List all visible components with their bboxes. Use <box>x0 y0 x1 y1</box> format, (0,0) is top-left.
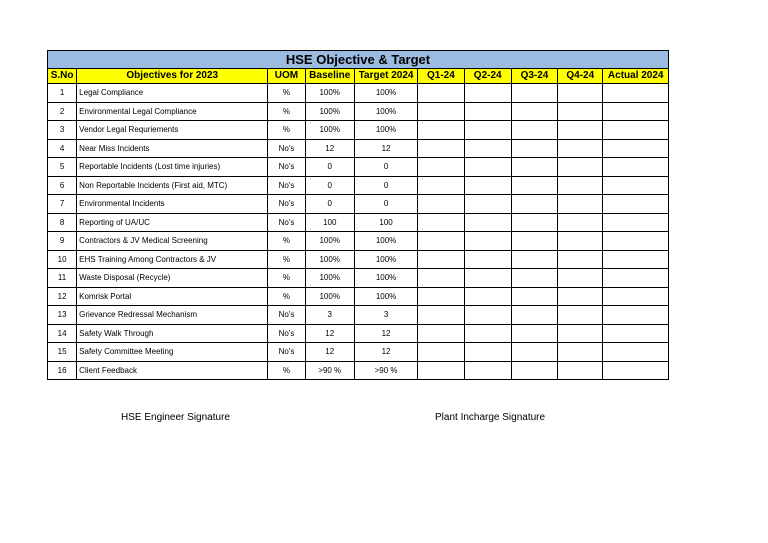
cell-q1 <box>418 324 464 343</box>
cell-objective: Komrisk Portal <box>77 287 268 306</box>
cell-actual <box>603 250 669 269</box>
cell-sno: 11 <box>48 269 77 288</box>
header-uom: UOM <box>268 69 305 84</box>
header-actual: Actual 2024 <box>603 69 669 84</box>
cell-q1 <box>418 343 464 362</box>
cell-baseline: 100 <box>305 213 354 232</box>
cell-uom: % <box>268 361 305 380</box>
cell-objective: Contractors & JV Medical Screening <box>77 232 268 251</box>
cell-target: 100% <box>354 84 417 103</box>
cell-uom: No's <box>268 176 305 195</box>
table-row <box>48 121 669 140</box>
table-row <box>48 287 669 306</box>
cell-objective: Reportable Incidents (Lost time injuries) <box>77 158 268 177</box>
cell-actual <box>603 84 669 103</box>
table-row <box>48 158 669 177</box>
cell-baseline: 3 <box>305 306 354 325</box>
cell-actual <box>603 102 669 121</box>
cell-objective: Client Feedback <box>77 361 268 380</box>
cell-baseline: 12 <box>305 343 354 362</box>
cell-q1 <box>418 176 464 195</box>
table-row <box>48 176 669 195</box>
cell-q2 <box>464 176 511 195</box>
cell-q1 <box>418 84 464 103</box>
cell-objective: Environmental Legal Compliance <box>77 102 268 121</box>
header-baseline: Baseline <box>305 69 354 84</box>
cell-sno: 4 <box>48 139 77 158</box>
cell-q4 <box>558 269 603 288</box>
cell-q3 <box>511 361 557 380</box>
cell-q3 <box>511 324 557 343</box>
cell-q2 <box>464 306 511 325</box>
cell-target: 3 <box>354 306 417 325</box>
cell-objective: Reporting of UA/UC <box>77 213 268 232</box>
cell-baseline: 0 <box>305 195 354 214</box>
cell-q2 <box>464 324 511 343</box>
cell-q4 <box>558 250 603 269</box>
cell-q3 <box>511 250 557 269</box>
cell-baseline: 100% <box>305 250 354 269</box>
cell-uom: No's <box>268 139 305 158</box>
cell-q2 <box>464 121 511 140</box>
cell-sno: 7 <box>48 195 77 214</box>
cell-actual <box>603 269 669 288</box>
table-title: HSE Objective & Target <box>48 51 669 69</box>
cell-q4 <box>558 139 603 158</box>
cell-q2 <box>464 232 511 251</box>
cell-q4 <box>558 102 603 121</box>
cell-q2 <box>464 102 511 121</box>
cell-q4 <box>558 343 603 362</box>
cell-q2 <box>464 269 511 288</box>
cell-actual <box>603 306 669 325</box>
header-objectives: Objectives for 2023 <box>77 69 268 84</box>
cell-uom: % <box>268 269 305 288</box>
cell-uom: No's <box>268 195 305 214</box>
cell-uom: No's <box>268 343 305 362</box>
cell-actual <box>603 139 669 158</box>
cell-q2 <box>464 213 511 232</box>
cell-sno: 6 <box>48 176 77 195</box>
cell-uom: % <box>268 102 305 121</box>
cell-objective: Legal Compliance <box>77 84 268 103</box>
header-q3: Q3-24 <box>511 69 557 84</box>
cell-sno: 3 <box>48 121 77 140</box>
cell-target: 100 <box>354 213 417 232</box>
cell-uom: % <box>268 287 305 306</box>
cell-sno: 2 <box>48 102 77 121</box>
cell-baseline: 100% <box>305 102 354 121</box>
cell-q2 <box>464 195 511 214</box>
cell-uom: No's <box>268 158 305 177</box>
cell-q1 <box>418 269 464 288</box>
cell-baseline: 100% <box>305 269 354 288</box>
cell-actual <box>603 232 669 251</box>
cell-q3 <box>511 343 557 362</box>
cell-objective: Safety Walk Through <box>77 324 268 343</box>
cell-q4 <box>558 324 603 343</box>
cell-q4 <box>558 121 603 140</box>
cell-sno: 12 <box>48 287 77 306</box>
cell-baseline: 100% <box>305 232 354 251</box>
cell-q3 <box>511 287 557 306</box>
cell-objective: Vendor Legal Requriements <box>77 121 268 140</box>
cell-q2 <box>464 158 511 177</box>
cell-sno: 8 <box>48 213 77 232</box>
cell-baseline: 0 <box>305 176 354 195</box>
cell-target: 100% <box>354 250 417 269</box>
table-row <box>48 139 669 158</box>
cell-q3 <box>511 84 557 103</box>
cell-q2 <box>464 361 511 380</box>
cell-target: 0 <box>354 195 417 214</box>
cell-target: 0 <box>354 158 417 177</box>
cell-uom: No's <box>268 324 305 343</box>
cell-baseline: 12 <box>305 324 354 343</box>
cell-target: 100% <box>354 269 417 288</box>
cell-q2 <box>464 84 511 103</box>
cell-baseline: 12 <box>305 139 354 158</box>
cell-sno: 5 <box>48 158 77 177</box>
cell-q4 <box>558 306 603 325</box>
cell-uom: No's <box>268 306 305 325</box>
cell-q4 <box>558 232 603 251</box>
cell-q1 <box>418 361 464 380</box>
cell-q4 <box>558 213 603 232</box>
cell-q3 <box>511 213 557 232</box>
cell-q3 <box>511 269 557 288</box>
cell-objective: EHS Training Among Contractors & JV <box>77 250 268 269</box>
cell-q4 <box>558 84 603 103</box>
header-q1: Q1-24 <box>418 69 464 84</box>
table-row <box>48 306 669 325</box>
cell-objective: Near Miss Incidents <box>77 139 268 158</box>
cell-sno: 15 <box>48 343 77 362</box>
cell-q3 <box>511 232 557 251</box>
cell-q2 <box>464 139 511 158</box>
cell-q2 <box>464 250 511 269</box>
cell-q1 <box>418 158 464 177</box>
cell-q1 <box>418 287 464 306</box>
cell-sno: 1 <box>48 84 77 103</box>
header-target: Target 2024 <box>354 69 417 84</box>
table-row <box>48 232 669 251</box>
table-row <box>48 195 669 214</box>
cell-target: >90 % <box>354 361 417 380</box>
cell-objective: Environmental Incidents <box>77 195 268 214</box>
header-sno: S.No <box>48 69 77 84</box>
cell-actual <box>603 213 669 232</box>
cell-baseline: 0 <box>305 158 354 177</box>
cell-target: 100% <box>354 232 417 251</box>
table-row <box>48 324 669 343</box>
hse-engineer-signature-label: HSE Engineer Signature <box>121 412 230 423</box>
cell-q3 <box>511 121 557 140</box>
table-row <box>48 250 669 269</box>
cell-target: 0 <box>354 176 417 195</box>
cell-q1 <box>418 232 464 251</box>
cell-target: 100% <box>354 287 417 306</box>
cell-uom: No's <box>268 213 305 232</box>
cell-actual <box>603 121 669 140</box>
cell-baseline: 100% <box>305 287 354 306</box>
header-q2: Q2-24 <box>464 69 511 84</box>
cell-q4 <box>558 195 603 214</box>
table-row <box>48 84 669 103</box>
cell-target: 12 <box>354 139 417 158</box>
cell-target: 12 <box>354 324 417 343</box>
cell-q3 <box>511 195 557 214</box>
cell-objective: Non Reportable Incidents (First aid, MTC) <box>77 176 268 195</box>
cell-q4 <box>558 287 603 306</box>
cell-uom: % <box>268 232 305 251</box>
cell-actual <box>603 195 669 214</box>
cell-q1 <box>418 139 464 158</box>
cell-q1 <box>418 250 464 269</box>
cell-sno: 14 <box>48 324 77 343</box>
cell-sno: 13 <box>48 306 77 325</box>
cell-sno: 10 <box>48 250 77 269</box>
cell-target: 100% <box>354 121 417 140</box>
cell-q1 <box>418 213 464 232</box>
cell-actual <box>603 158 669 177</box>
cell-q3 <box>511 176 557 195</box>
plant-incharge-signature-label: Plant Incharge Signature <box>435 412 546 423</box>
cell-sno: 16 <box>48 361 77 380</box>
cell-objective: Grievance Redressal Mechanism <box>77 306 268 325</box>
table-row <box>48 213 669 232</box>
cell-objective: Safety Committee Meeting <box>77 343 268 362</box>
cell-actual <box>603 324 669 343</box>
cell-baseline: 100% <box>305 84 354 103</box>
cell-q3 <box>511 139 557 158</box>
cell-q3 <box>511 102 557 121</box>
cell-uom: % <box>268 84 305 103</box>
cell-target: 12 <box>354 343 417 362</box>
cell-q1 <box>418 195 464 214</box>
cell-q4 <box>558 158 603 177</box>
cell-q2 <box>464 287 511 306</box>
cell-q1 <box>418 121 464 140</box>
table-row <box>48 343 669 362</box>
cell-q4 <box>558 176 603 195</box>
cell-actual <box>603 287 669 306</box>
cell-q2 <box>464 343 511 362</box>
cell-q3 <box>511 158 557 177</box>
cell-q1 <box>418 102 464 121</box>
cell-sno: 9 <box>48 232 77 251</box>
cell-actual <box>603 343 669 362</box>
cell-q3 <box>511 306 557 325</box>
cell-baseline: 100% <box>305 121 354 140</box>
header-q4: Q4-24 <box>558 69 603 84</box>
cell-actual <box>603 361 669 380</box>
table-row <box>48 102 669 121</box>
cell-objective: Waste Disposal (Recycle) <box>77 269 268 288</box>
cell-q1 <box>418 306 464 325</box>
hse-objective-table <box>47 50 669 380</box>
cell-baseline: >90 % <box>305 361 354 380</box>
cell-uom: % <box>268 121 305 140</box>
table-row <box>48 361 669 380</box>
cell-actual <box>603 176 669 195</box>
cell-uom: % <box>268 250 305 269</box>
cell-target: 100% <box>354 102 417 121</box>
table-row <box>48 269 669 288</box>
cell-q4 <box>558 361 603 380</box>
